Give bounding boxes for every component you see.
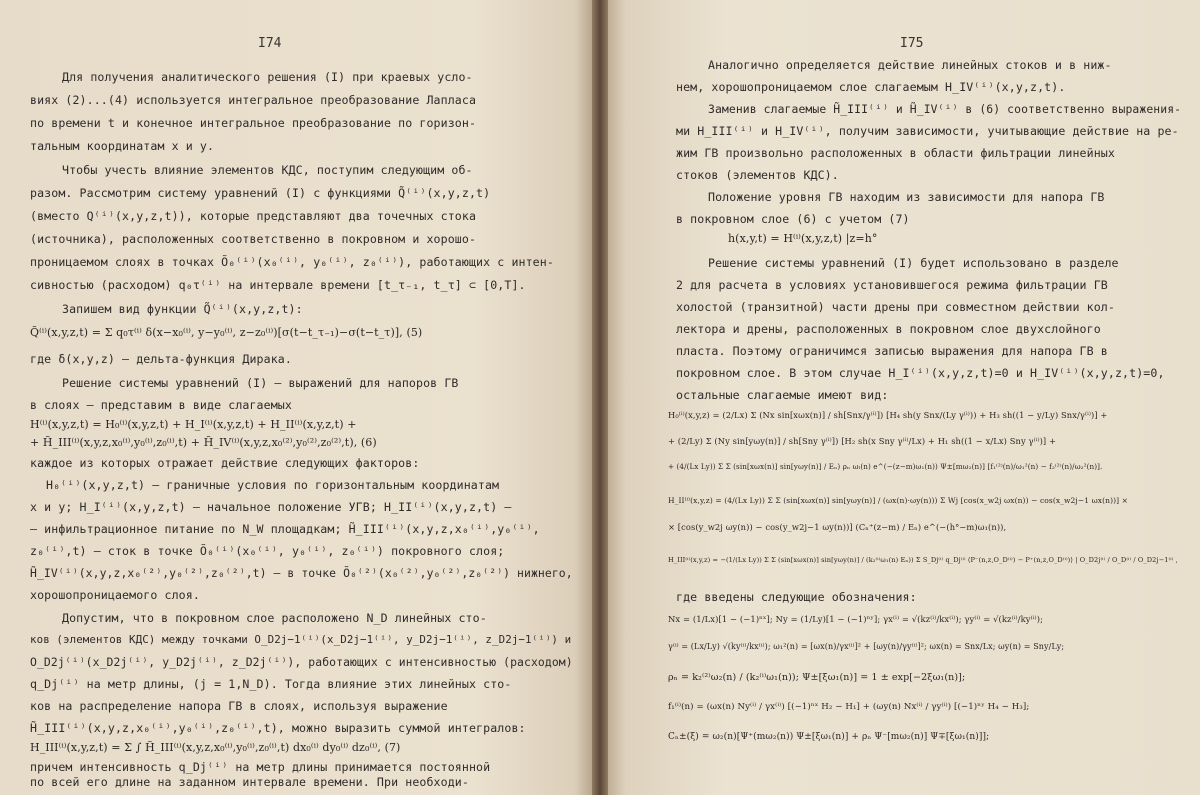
- formula-h3: H_III⁽ⁱ⁾(x,y,z) = −(1/(Lx Ly)) Σ Σ (sin[xωx(n)] sin[yωy(n)] / (k₂⁽ⁱ⁾ω₁(n) Eₙ)) Σ S_Dj⁽ⁱ⁾ q_Dj⁽ⁱ⁾ ⟨P⁻(n,z,O_D⁽ⁱ⁾) − P⁺(n,z,O_D⁽ⁱ⁾)⟩ | O_D2j⁽ⁱ⁾ / O_D⁽ⁱ⁾ / O_D2j−1⁽ⁱ⁾ ,: [668, 556, 1178, 564]
- left-page: [0, 0, 592, 795]
- text-line: холостой (транзитной) части дрены при совместном действии кол-: [676, 300, 1115, 314]
- text-line: x и y; H_I⁽ⁱ⁾(x,y,z,t) – начальное положение УГВ; H_II⁽ⁱ⁾(x,y,z,t) –: [30, 500, 512, 514]
- text-line: каждое из которых отражает действие следующих факторов:: [30, 456, 420, 470]
- text-line: в слоях – представим в виде слагаемых: [30, 398, 292, 412]
- formula-7: H_III⁽ⁱ⁾(x,y,z,t) = Σ ∫ H̃_III⁽ⁱ⁾(x,y,z,x₀⁽ⁱ⁾,y₀⁽ⁱ⁾,z₀⁽ⁱ⁾,t) dx₀⁽ⁱ⁾ dy₀⁽ⁱ⁾ dz₀⁽ⁱ⁾, (7): [30, 741, 401, 754]
- text-line: Решение системы уравнений (I) – выражений для напоров ГВ: [62, 376, 459, 390]
- text-line: ми H_III⁽ⁱ⁾ и H_IV⁽ⁱ⁾, получим зависимости, учитывающие действие на ре-: [676, 124, 1179, 138]
- formula-h0-line-2: + (2/Ly) Σ (Ny sin[yωy(n)] / sh[Sny γ⁽ⁱ⁾]) [H₂ sh(x Sny γ⁽ⁱ⁾/Lx) + H₁ sh((1 − x/Lx) Sny γ⁽ⁱ⁾)] +: [668, 436, 1057, 446]
- page-number: I75: [900, 36, 924, 51]
- text-line: сивностью (расходом) q₀τ⁽ⁱ⁾ на интервале времени [t_τ₋₁, t_τ] ⊂ [0,T].: [30, 278, 526, 292]
- text-line: (источника), расположенных соответственно в покровном и хорошо-: [30, 232, 477, 246]
- text-line: хорошопроницаемого слоя.: [30, 588, 200, 602]
- text-line: где введены следующие обозначения:: [676, 590, 917, 604]
- text-line: z₀⁽ⁱ⁾,t) – сток в точке Õ₀⁽ⁱ⁾(x₀⁽ⁱ⁾, y₀⁽ⁱ⁾, z₀⁽ⁱ⁾) покровного слоя;: [30, 544, 505, 558]
- formula-h2-line-1: H_II⁽ⁱ⁾(x,y,z) = (4/(Lx Ly)) Σ Σ (sin[xωx(n)] sin[yωy(n)] / (ωx(n)·ωy(n))) Σ Wj [cos(x_w2j ωx(n)) − cos(x_w2j−1 ωx(n))] ×: [668, 496, 1129, 505]
- text-line: Допустим, что в покровном слое расположено N_D линейных сто-: [62, 611, 487, 625]
- text-line: виях (2)...(4) используется интегральное преобразование Лапласа: [30, 93, 477, 107]
- text-line: Решение системы уравнений (I) будет использовано в разделе: [708, 256, 1119, 270]
- text-line: Чтобы учесть влияние элементов КДС, поступим следующим об-: [62, 163, 473, 177]
- notation-line: Nx = (1/Lx)[1 − (−1)ⁿˣ]; Ny = (1/Ly)[1 − (−1)ⁿʸ]; γx⁽ⁱ⁾ = √(kz⁽ⁱ⁾/kx⁽ⁱ⁾); γy⁽ⁱ⁾ = √(kz⁽ⁱ⁾/ky⁽ⁱ⁾);: [668, 614, 1043, 624]
- text-line: Положение уровня ГВ находим из зависимости для напора ГВ: [708, 190, 1105, 204]
- text-line: Аналогично определяется действие линейных стоков и в ниж-: [708, 58, 1112, 72]
- text-line: Заменив слагаемые H̃_III⁽ⁱ⁾ и H̃_IV⁽ⁱ⁾ в (6) соответственно выражения-: [708, 102, 1182, 116]
- text-line: H̃_III⁽ⁱ⁾(x,y,z,x₀⁽ⁱ⁾,y₀⁽ⁱ⁾,z₀⁽ⁱ⁾,t), можно выразить суммой интегралов:: [30, 721, 526, 735]
- text-line: 2 для расчета в условиях установившегося режима фильтрации ГВ: [676, 278, 1108, 292]
- formula-h2-line-2: × [cos(y_w2j ωy(n)) − cos(y_w2j−1 ωy(n))] (Cₙ⁺(z−m) / Eₙ) e^(−(h°−m)ω₁(n)),: [668, 522, 1007, 532]
- text-line: покровном слое. В этом случае H_I⁽ⁱ⁾(x,y,z,t)=0 и H_IV⁽ⁱ⁾(x,y,z,t)=0,: [676, 366, 1165, 380]
- formula-h0-line-1: H₀⁽ⁱ⁾(x,y,z) = (2/Lx) Σ (Nx sin[xωx(n)] / sh[Snx/γ⁽ⁱ⁾]) [H₄ sh(y Snx/(Ly γ⁽ⁱ⁾)) + H₃ sh((1 − y/Ly) Snx/γ⁽ⁱ⁾)] +: [668, 410, 1108, 420]
- text-line: (вместо Q⁽ⁱ⁾(x,y,z,t)), которые представляют два точечных стока: [30, 209, 477, 223]
- right-page: [608, 0, 1200, 795]
- formula-level: h(x,y,t) = H⁽ⁱ⁾(x,y,z,t) |z=h°: [728, 232, 878, 245]
- text-line: лектора и дрены, расположенных в покровном слое двухслойного: [676, 322, 1101, 336]
- text-line: ков на распределение напора ГВ в слоях, используя выражение: [30, 699, 448, 713]
- text-line: нем, хорошопроницаемом слое слагаемым H_IV⁽ⁱ⁾(x,y,z,t).: [676, 80, 1066, 94]
- text-line: H̃_IV⁽ⁱ⁾(x,y,z,x₀⁽²⁾,y₀⁽²⁾,z₀⁽²⁾,t) – в точке Õ₀⁽²⁾(x₀⁽²⁾,y₀⁽²⁾,z₀⁽²⁾) нижнего,: [30, 566, 573, 580]
- text-line: O_D2j⁽ⁱ⁾(x_D2j⁽ⁱ⁾, y_D2j⁽ⁱ⁾, z_D2j⁽ⁱ⁾), работающих с интенсивностью (расходом): [30, 655, 573, 669]
- book-gutter: [592, 0, 608, 795]
- text-line: – инфильтрационное питание по N_W площадкам; H̃_III⁽ⁱ⁾(x,y,z,x₀⁽ⁱ⁾,y₀⁽ⁱ⁾,: [30, 522, 540, 536]
- notation-line: ρₙ = k₂⁽²⁾ω₂(n) / (k₂⁽ⁱ⁾ω₁(n)); Ψ±[ξω₁(n)] = 1 ± exp[−2ξω₁(n)];: [668, 672, 966, 683]
- text-line: проницаемом слоях в точках Õ₀⁽ⁱ⁾(x₀⁽ⁱ⁾, y₀⁽ⁱ⁾, z₀⁽ⁱ⁾), работающих с интен-: [30, 255, 554, 269]
- text-line: разом. Рассмотрим систему уравнений (I) с функциями Q̃⁽ⁱ⁾(x,y,z,t): [30, 186, 491, 200]
- text-line: Запишем вид функции Q̃⁽ⁱ⁾(x,y,z,t):: [62, 302, 303, 316]
- formula-h0-line-3: + (4/(Lx Ly)) Σ Σ (sin[xωx(n)] sin[yωy(n)] / Eₙ) ρₙ ωₗ(n) e^(−(z−m)ω₁(n)) Ψ±[mω₂(n)] [f₁⁽²⁾(n)/ω₁²(n) − f₂⁽²⁾(n)/ω₂²(n)].: [668, 462, 1103, 471]
- text-line: остальные слагаемые имеют вид:: [676, 388, 889, 402]
- text-line: ков (элементов КДС) между точками O_D2j−1⁽ⁱ⁾(x_D2j−1⁽ⁱ⁾, y_D2j−1⁽ⁱ⁾, z_D2j−1⁽ⁱ⁾) и: [30, 633, 572, 646]
- text-line: стоков (элементов КДС).: [676, 168, 839, 182]
- formula-6-line-2: + H̃_III⁽ⁱ⁾(x,y,z,x₀⁽ⁱ⁾,y₀⁽ⁱ⁾,z₀⁽ⁱ⁾,t) + H̃_IV⁽ⁱ⁾(x,y,z,x₀⁽²⁾,y₀⁽²⁾,z₀⁽²⁾,t), (6): [30, 436, 377, 449]
- text-line: по всей его длине на заданном интервале времени. При необходи-: [30, 775, 469, 789]
- notation-line: f₁⁽ⁱ⁾(n) = (ωx(n) Ny⁽ⁱ⁾ / γx⁽ⁱ⁾) [(−1)ⁿˣ H₂ − H₁] + (ωy(n) Nx⁽ⁱ⁾ / γy⁽ⁱ⁾) [(−1)ⁿʸ H₄ − H₃];: [668, 702, 1030, 712]
- formula-5: Q̃⁽ⁱ⁾(x,y,z,t) = Σ q₀τ⁽ⁱ⁾ δ(x−x₀⁽ⁱ⁾, y−y₀⁽ⁱ⁾, z−z₀⁽ⁱ⁾)[σ(t−t_τ₋₁)−σ(t−t_τ)], (5): [30, 326, 423, 339]
- text-line: причем интенсивность q_Dj⁽ⁱ⁾ на метр длины принимается постоянной: [30, 760, 491, 774]
- text-line: тальным координатам x и y.: [30, 139, 215, 153]
- text-line: по времени t и конечное интегральное преобразование по горизон-: [30, 116, 477, 130]
- text-line: в покровном слое (6) с учетом (7): [676, 212, 910, 226]
- text-line: H₀⁽ⁱ⁾(x,y,z,t) – граничные условия по горизонтальным координатам: [46, 478, 500, 492]
- text-line: Для получения аналитического решения (I) при краевых усло-: [62, 70, 473, 84]
- text-line: пласта. Поэтому ограничимся записью выражения для напора ГВ в: [676, 344, 1108, 358]
- notation-line: Cₙ±(ξ) = ω₂(n)[Ψ⁺(mω₂(n)) Ψ±[ξω₁(n)] + ρₙ Ψ⁻[mω₂(n)] Ψ∓[ξω₁(n)]];: [668, 732, 990, 742]
- page-number: I74: [258, 36, 282, 51]
- notation-line: γ⁽ⁱ⁾ = (Lx/Ly) √(ky⁽ⁱ⁾/kx⁽ⁱ⁾); ω₁²(n) = [ωx(n)/γx⁽ⁱ⁾]² + [ωy(n)/γy⁽ⁱ⁾]²; ωx(n) = Snx/Lx; ωy(n) = Sny/Ly;: [668, 642, 1065, 651]
- text-line: где δ(x,y,z) – дельта-функция Дирака.: [30, 352, 292, 366]
- formula-6-line-1: H⁽ⁱ⁾(x,y,z,t) = H₀⁽ⁱ⁾(x,y,z,t) + H_I⁽ⁱ⁾(x,y,z,t) + H_II⁽ⁱ⁾(x,y,z,t) +: [30, 418, 357, 431]
- text-line: жим ГВ произвольно расположенных в области фильтрации линейных: [676, 146, 1115, 160]
- text-line: q_Dj⁽ⁱ⁾ на метр длины, (j = 1,N_D). Тогда влияние этих линейных сто-: [30, 677, 512, 691]
